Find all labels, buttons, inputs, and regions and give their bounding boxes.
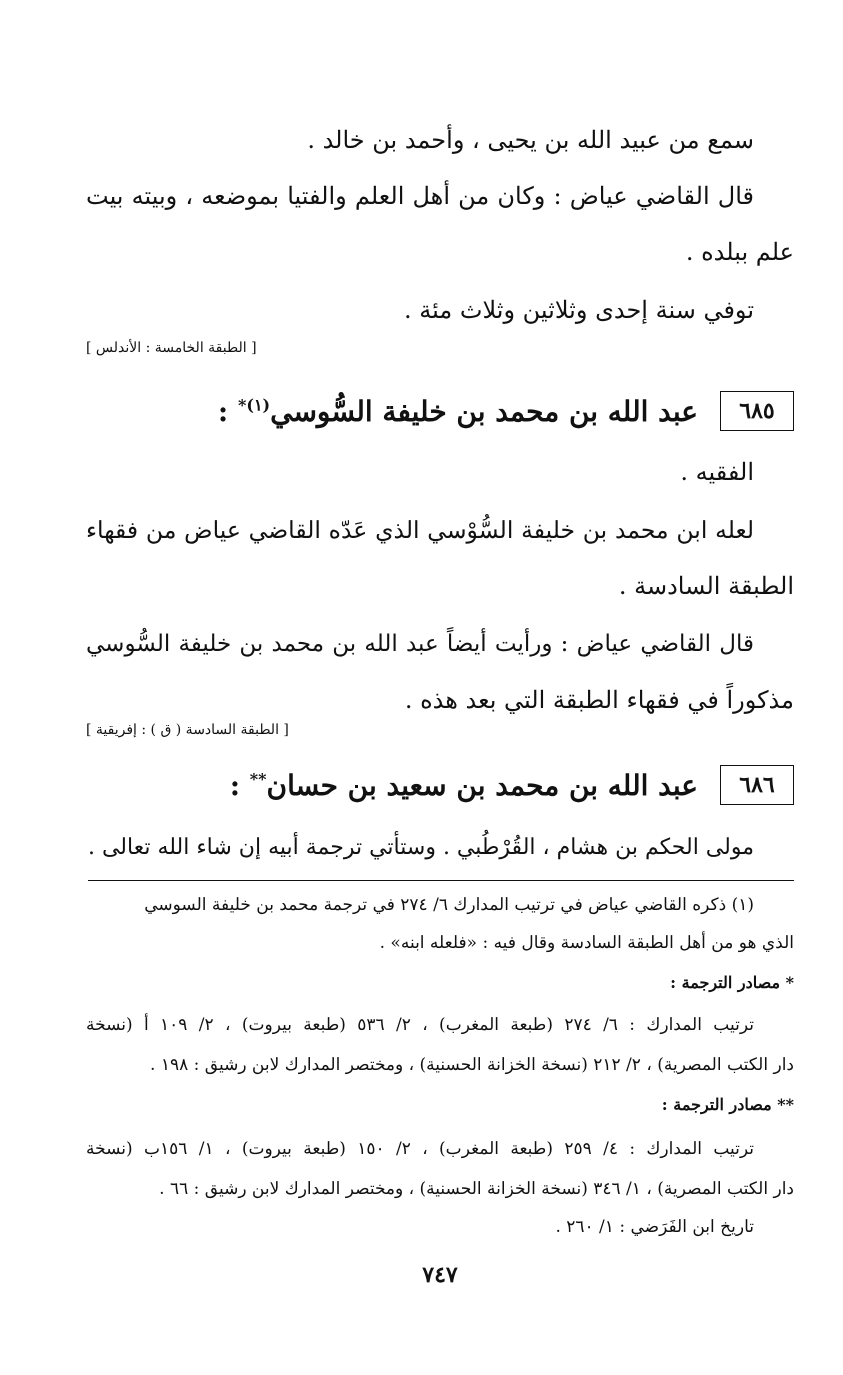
text-line: علم ببلده . — [685, 238, 794, 266]
footnote-line: دار الكتب المصرية) ، ٢/ ٢١٢ (نسخة الخزانة الحسنية) ، ومختصر المدارك لابن رشيق : ١٩٨ . — [150, 1055, 794, 1075]
footnote-heading: * مصادر الترجمة : — [670, 973, 794, 992]
footnote-heading: ** مصادر الترجمة : — [661, 1095, 794, 1114]
page-number: ٧٤٧ — [422, 1262, 458, 1288]
book-page — [86, 0, 794, 1375]
footnote-line: تاريخ ابن الفَرَضي : ١/ ٢٦٠ . — [555, 1217, 754, 1237]
entry-number: ٦٨٥ — [720, 391, 794, 431]
footnote-line: ترتيب المدارك : ٤/ ٢٥٩ (طبعة المغرب) ، ٢/ ١٥٠ (طبعة بيروت) ، ١/ ١٥٦ب (نسخة — [86, 1139, 755, 1159]
text-line: الفقيه . — [680, 458, 754, 486]
text-line: لعله ابن محمد بن خليفة السُّوْسي الذي عَدّه القاضي عياض من فقهاء — [86, 516, 754, 544]
entry-heading-686 — [86, 762, 794, 808]
section-tag: [ الطبقة السادسة ( ق ) : إفريقية ] — [86, 722, 289, 738]
text-line: مذكوراً في فقهاء الطبقة التي بعد هذه . — [404, 686, 794, 714]
entry-title: عبد الله بن محمد بن سعيد بن حسان** : — [229, 768, 698, 802]
text-line: مولى الحكم بن هشام ، القُرْطُبي . وستأتي ترجمة أبيه إن شاء الله تعالى . — [87, 835, 754, 860]
footnote-line: (١) ذكره القاضي عياض في ترتيب المدارك ٦/ ٢٧٤ في ترجمة محمد بن خليفة السوسي — [144, 895, 754, 915]
entry-number: ٦٨٦ — [720, 765, 794, 805]
text-line: قال القاضي عياض : وكان من أهل العلم والفتيا بموضعه ، وبيته بيت — [86, 182, 754, 210]
text-line: توفي سنة إحدى وثلاثين وثلاث مئة . — [404, 296, 754, 324]
footnote-separator — [88, 880, 794, 881]
footnote-line: دار الكتب المصرية) ، ١/ ٣٤٦ (نسخة الخزانة الحسنية) ، ومختصر المدارك لابن رشيق : ٦٦ . — [159, 1179, 794, 1199]
entry-title: عبد الله بن محمد بن خليفة السُّوسي$^{(١)*}$ : — [217, 394, 698, 428]
entry-heading-685 — [86, 388, 794, 434]
text-line: قال القاضي عياض : ورأيت أيضاً عبد الله بن محمد بن خليفة السُّوسي — [86, 631, 754, 657]
footnote-line: الذي هو من أهل الطبقة السادسة وقال فيه : «فلعله ابنه» . — [379, 933, 794, 953]
footnote-line: ترتيب المدارك : ٦/ ٢٧٤ (طبعة المغرب) ، ٢/ ٥٣٦ (طبعة بيروت) ، ٢/ ١٠٩ أ (نسخة — [86, 1015, 754, 1035]
text-line: سمع من عبيد الله بن يحيى ، وأحمد بن خالد . — [307, 126, 754, 154]
footnote-mark: ** — [249, 769, 267, 789]
footnote-mark: (١)* — [238, 395, 271, 415]
section-tag: [ الطبقة الخامسة : الأندلس ] — [86, 340, 257, 356]
text-line: الطبقة السادسة . — [618, 572, 794, 600]
